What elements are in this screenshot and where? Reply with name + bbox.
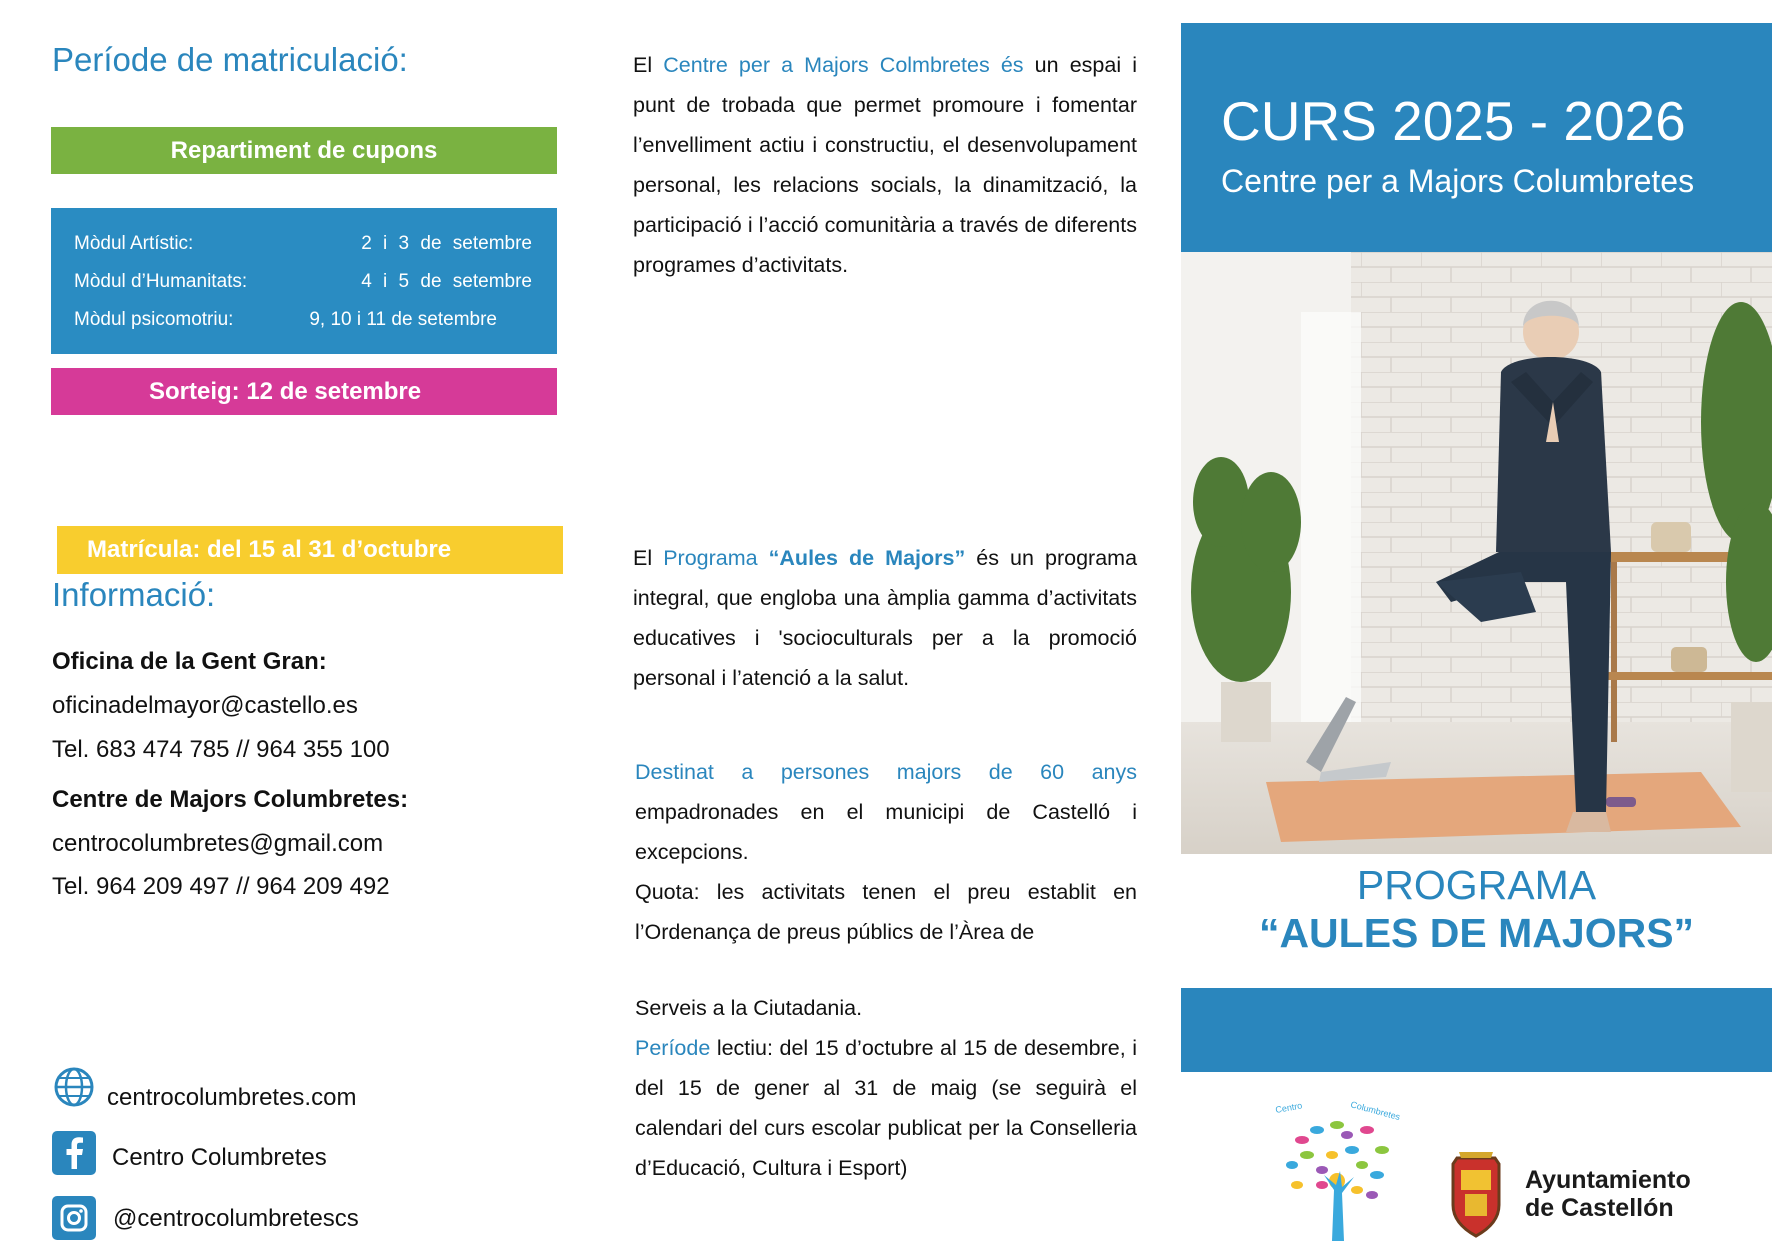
module-name: Mòdul psicomotriu: bbox=[74, 309, 234, 330]
enrolment-bar bbox=[57, 526, 563, 574]
city-logo-line2: de Castellón bbox=[1525, 1194, 1674, 1222]
program-description bbox=[633, 538, 1137, 698]
instagram-icon bbox=[52, 1196, 96, 1240]
centre-description bbox=[633, 45, 1137, 285]
coupons-bar bbox=[51, 127, 557, 174]
coat-of-arms-logo bbox=[1447, 1150, 1697, 1240]
centre-subtitle: Centre per a Majors Columbretes bbox=[1221, 163, 1695, 199]
globe-icon bbox=[52, 1065, 96, 1109]
office-title: Oficina de la Gent Gran: bbox=[52, 648, 327, 675]
modules-box bbox=[51, 208, 557, 354]
program-highlight: Programa bbox=[663, 546, 769, 570]
svg-text:Centro: Centro bbox=[1274, 1100, 1303, 1115]
text-span: un espai i punt de trobada que permet promoure i fomentar l’envelliment actiu i constructiu, el desenvolupament personal, les relacions socials, la dinamització, la participació i l’acció comunitària a través de diferents programes d’activitats. bbox=[633, 53, 1138, 277]
web-text: centrocolumbretes.com bbox=[107, 1084, 357, 1111]
services-text: Serveis a la Ciutadania. bbox=[635, 996, 863, 1020]
coupons-label: Repartiment de cupons bbox=[170, 137, 438, 164]
enrolment-period-title: Període de matriculació: bbox=[52, 41, 408, 78]
office-email[interactable]: oficinadelmayor@castello.es bbox=[52, 692, 358, 719]
module-row bbox=[74, 233, 532, 255]
program-title-line1: PROGRAMA bbox=[1356, 862, 1597, 908]
yoga-photo bbox=[1181, 252, 1772, 854]
enrolment-label: Matrícula: del 15 al 31 d’octubre bbox=[87, 536, 452, 563]
module-row bbox=[74, 309, 532, 331]
centre-title: Centre de Majors Columbretes: bbox=[52, 786, 409, 813]
svg-text:Columbretes: Columbretes bbox=[1349, 1099, 1402, 1123]
text-span: lectiu: del 15 d’octubre al 15 de desembre, i del 15 de gener al 31 de maig (se seguirà el calendari del curs escolar publicat per la Conselleria d’Educació, Cultura i Esport) bbox=[635, 1036, 1137, 1180]
course-header bbox=[1181, 23, 1772, 252]
module-dates: 2 i 3 de setembre bbox=[361, 233, 532, 254]
office-phone: Tel. 683 474 785 // 964 355 100 bbox=[52, 736, 390, 763]
program-title-line2: “AULES DE MAJORS” bbox=[1258, 910, 1695, 956]
city-logo-line1: Ayuntamiento bbox=[1525, 1166, 1691, 1194]
fee-text: Quota: les activitats tenen el preu establit en l’Ordenança de preus públics de l’Àrea de bbox=[635, 880, 1137, 944]
module-name: Mòdul Artístic: bbox=[74, 233, 194, 254]
module-dates: 9, 10 i 11 de setembre bbox=[309, 309, 497, 330]
facebook-icon bbox=[52, 1131, 96, 1175]
centre-name-highlight: Centre per a Majors Colmbretes és bbox=[663, 53, 1024, 77]
module-dates: 4 i 5 de setembre bbox=[361, 271, 532, 292]
text-span: és un programa integral, que engloba una àmplia gamma d’activitats educatives i 'socioculturals per a la promoció personal i l’atenció a la salut. bbox=[633, 546, 1138, 690]
instagram-text: @centrocolumbretescs bbox=[113, 1205, 359, 1232]
target-audience bbox=[635, 752, 1137, 952]
draw-bar bbox=[51, 368, 557, 415]
module-name: Mòdul d’Humanitats: bbox=[74, 271, 248, 292]
draw-label: Sorteig: 12 de setembre bbox=[149, 378, 422, 405]
module-row bbox=[74, 271, 532, 293]
centre-phone: Tel. 964 209 497 // 964 209 492 bbox=[52, 873, 390, 900]
text-span: El bbox=[633, 546, 664, 570]
course-period bbox=[635, 988, 1137, 1188]
audience-highlight: Destinat a persones majors de 60 anys bbox=[635, 760, 1137, 784]
facebook-text: Centro Columbretes bbox=[112, 1144, 327, 1171]
info-title: Informació: bbox=[52, 576, 216, 613]
centre-email[interactable]: centrocolumbretes@gmail.com bbox=[52, 830, 384, 857]
text-span: El bbox=[633, 53, 664, 77]
text-span: empadronades en el municipi de Castelló i excepcions. bbox=[635, 800, 1137, 864]
program-name-highlight: “Aules de Majors” bbox=[768, 546, 966, 570]
period-highlight: Període bbox=[635, 1036, 711, 1060]
tree-logo bbox=[1262, 1095, 1412, 1241]
bottom-band bbox=[1181, 988, 1772, 1072]
course-title: CURS 2025 - 2026 bbox=[1221, 90, 1686, 152]
